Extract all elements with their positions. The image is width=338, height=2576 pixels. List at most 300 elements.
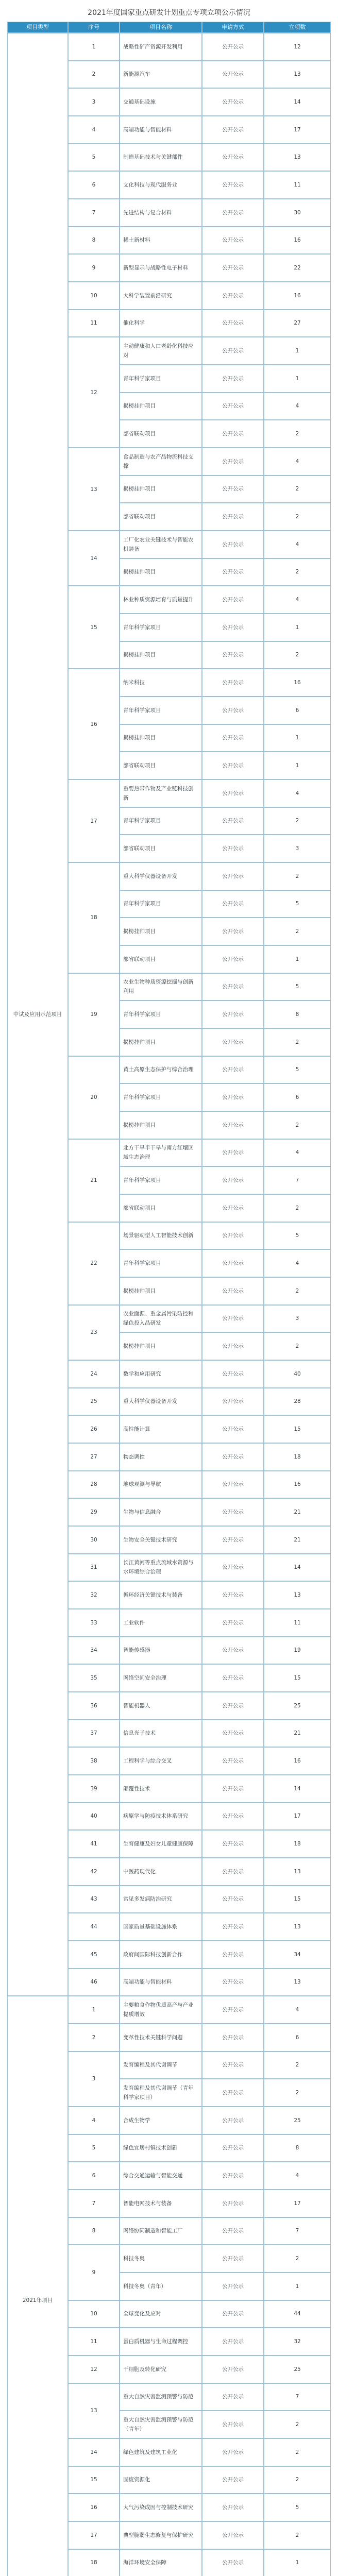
- project-count: 21: [264, 1498, 331, 1526]
- project-count: 18: [264, 1443, 331, 1471]
- apply-mode: 公开公示: [202, 503, 264, 531]
- row-number: 7: [68, 199, 120, 227]
- apply-mode: 公开公示: [202, 1360, 264, 1388]
- project-count: 16: [264, 227, 331, 255]
- apply-mode: 公开公示: [202, 199, 264, 227]
- project-count: 1: [264, 945, 331, 973]
- apply-mode: 公开公示: [202, 614, 264, 641]
- apply-mode: 公开公示: [202, 476, 264, 503]
- row-number: 29: [68, 1498, 120, 1526]
- row-number: 9: [68, 2245, 120, 2300]
- apply-mode: 公开公示: [202, 2521, 264, 2549]
- row-number: 11: [68, 310, 120, 337]
- row-number: 4: [68, 116, 120, 144]
- row-number: 25: [68, 1388, 120, 1416]
- apply-mode: 公开公示: [202, 1664, 264, 1692]
- project-count: 13: [264, 61, 331, 89]
- row-number: 35: [68, 1664, 120, 1692]
- project-count: 25: [264, 2355, 331, 2383]
- project-name: 固废资源化: [120, 2466, 202, 2494]
- project-count: 4: [264, 779, 331, 807]
- project-name: 制造基础技术与关键部件: [120, 144, 202, 172]
- project-count: 2: [264, 641, 331, 669]
- project-count: 1: [264, 337, 331, 365]
- project-count: 2: [264, 2245, 331, 2273]
- project-name: 战略性矿产资源开发利用: [120, 33, 202, 61]
- apply-mode: 公开公示: [202, 2052, 264, 2079]
- apply-mode: 公开公示: [202, 420, 264, 448]
- project-count: 4: [264, 531, 331, 558]
- row-number: 23: [68, 1305, 120, 1360]
- project-count: 2: [264, 503, 331, 531]
- project-name: 青年科学家项目: [120, 1166, 202, 1194]
- row-number: 37: [68, 1720, 120, 1748]
- row-number: 20: [68, 1056, 120, 1139]
- row-number: 15: [68, 586, 120, 669]
- row-number: 40: [68, 1803, 120, 1831]
- apply-mode: 公开公示: [202, 1166, 264, 1194]
- row-number: 16: [68, 2494, 120, 2521]
- apply-mode: 公开公示: [202, 448, 264, 476]
- project-count: 13: [264, 1969, 331, 1996]
- project-count: 6: [264, 2024, 331, 2052]
- project-count: 8: [264, 2134, 331, 2162]
- project-count: 40: [264, 1360, 331, 1388]
- project-name: 智能电网技术与装备: [120, 2190, 202, 2217]
- apply-mode: 公开公示: [202, 2217, 264, 2245]
- row-number: 21: [68, 1139, 120, 1222]
- project-name: 部省联动项目: [120, 835, 202, 862]
- project-name: 青年科学家项目: [120, 1083, 202, 1111]
- project-count: 2: [264, 1332, 331, 1360]
- project-name: 合成生物学: [120, 2107, 202, 2134]
- project-name: 高性能计算: [120, 1415, 202, 1443]
- project-name: 揭榜挂帅项目: [120, 476, 202, 503]
- project-count: 2: [264, 1111, 331, 1139]
- row-number: 33: [68, 1609, 120, 1637]
- row-number: 1: [68, 33, 120, 61]
- project-count: 15: [264, 1664, 331, 1692]
- project-count: 5: [264, 2494, 331, 2521]
- apply-mode: 公开公示: [202, 1969, 264, 1996]
- apply-mode: 公开公示: [202, 2190, 264, 2217]
- project-name: 揭榜挂帅项目: [120, 1332, 202, 1360]
- row-number: 9: [68, 254, 120, 282]
- row-number: 12: [68, 2355, 120, 2383]
- row-number: 46: [68, 1969, 120, 1996]
- project-name: 大气污染成因与控制技术研究: [120, 2494, 202, 2521]
- project-name: 海洋环境安全保障: [120, 2549, 202, 2576]
- project-name: 综合交通运输与智能交通: [120, 2162, 202, 2190]
- apply-mode: 公开公示: [202, 2107, 264, 2134]
- apply-mode: 公开公示: [202, 586, 264, 614]
- project-name: 新能源汽车: [120, 61, 202, 89]
- project-name: 揭榜挂帅项目: [120, 641, 202, 669]
- project-count: 6: [264, 1083, 331, 1111]
- project-count: 4: [264, 1996, 331, 2024]
- project-count: 25: [264, 2107, 331, 2134]
- project-name: 青年科学家项目: [120, 890, 202, 918]
- project-name: 部省联动项目: [120, 945, 202, 973]
- page-title: 2021年度国家重点研发计划重点专项立项公示情况: [88, 9, 250, 17]
- row-number: 5: [68, 144, 120, 172]
- row-number: 24: [68, 1360, 120, 1388]
- row-number: 11: [68, 2328, 120, 2355]
- apply-mode: 公开公示: [202, 1858, 264, 1886]
- project-count: 16: [264, 282, 331, 310]
- project-name: 重大科学仪器设备开发: [120, 1388, 202, 1416]
- apply-mode: 公开公示: [202, 862, 264, 890]
- project-name: 揭榜挂帅项目: [120, 393, 202, 420]
- project-count: 11: [264, 1609, 331, 1637]
- project-name: 生育健康及妇女儿童健康保障: [120, 1830, 202, 1858]
- project-count: 44: [264, 2300, 331, 2328]
- project-count: 13: [264, 144, 331, 172]
- project-count: 2: [264, 1277, 331, 1305]
- project-count: 21: [264, 1526, 331, 1554]
- apply-mode: 公开公示: [202, 171, 264, 199]
- project-count: 34: [264, 1941, 331, 1969]
- project-count: 1: [264, 365, 331, 393]
- apply-mode: 公开公示: [202, 282, 264, 310]
- apply-mode: 公开公示: [202, 641, 264, 669]
- apply-mode: 公开公示: [202, 1083, 264, 1111]
- project-name: 食品制造与农产品物流科技支撑: [120, 448, 202, 476]
- project-count: 21: [264, 1720, 331, 1748]
- row-number: 18: [68, 2549, 120, 2576]
- project-count: 15: [264, 1415, 331, 1443]
- project-name: 循环经济关键技术与装备: [120, 1581, 202, 1609]
- apply-mode: 公开公示: [202, 531, 264, 558]
- apply-mode: 公开公示: [202, 558, 264, 586]
- apply-mode: 公开公示: [202, 1139, 264, 1167]
- row-number: 38: [68, 1747, 120, 1775]
- row-number: 5: [68, 2134, 120, 2162]
- project-name: 交通基础设施: [120, 88, 202, 116]
- apply-mode: 公开公示: [202, 807, 264, 835]
- project-count: 14: [264, 1775, 331, 1803]
- project-name: 催化科学: [120, 310, 202, 337]
- project-count: 16: [264, 669, 331, 697]
- project-count: 2: [264, 1194, 331, 1222]
- project-name: 网络协同制造和智能工厂: [120, 2217, 202, 2245]
- project-name: 长江黄河等重点流域水资源与水环境综合治理: [120, 1554, 202, 1582]
- project-name: 揭榜挂帅项目: [120, 1277, 202, 1305]
- apply-mode: 公开公示: [202, 669, 264, 697]
- row-number: 19: [68, 973, 120, 1056]
- project-name: 物态调控: [120, 1443, 202, 1471]
- project-count: 5: [264, 890, 331, 918]
- project-count: 5: [264, 973, 331, 1001]
- project-count: 1: [264, 724, 331, 752]
- project-count: 1: [264, 2549, 331, 2576]
- project-name: 场景驱动型人工智能技术创新: [120, 1222, 202, 1250]
- row-number: 7: [68, 2190, 120, 2217]
- project-name: 新型显示与战略性电子材料: [120, 254, 202, 282]
- project-name: 地球观测与导航: [120, 1471, 202, 1499]
- apply-mode: 公开公示: [202, 1249, 264, 1277]
- group-label: 中试及应用示范项目: [7, 33, 68, 1996]
- apply-mode: 公开公示: [202, 1526, 264, 1554]
- project-count: 3: [264, 1305, 331, 1333]
- apply-mode: 公开公示: [202, 918, 264, 945]
- project-name: 全球变化及应对: [120, 2300, 202, 2328]
- project-name: 国家质量基础设施体系: [120, 1913, 202, 1941]
- project-name: 黄土高原生态保护与综合治理: [120, 1056, 202, 1084]
- project-count: 2: [264, 862, 331, 890]
- project-count: 2: [264, 476, 331, 503]
- apply-mode: 公开公示: [202, 1111, 264, 1139]
- project-count: 2: [264, 2521, 331, 2549]
- project-count: 17: [264, 2190, 331, 2217]
- project-name: 信息光子技术: [120, 1720, 202, 1748]
- project-name: 纳米科技: [120, 669, 202, 697]
- project-name: 揭榜挂帅项目: [120, 918, 202, 945]
- apply-mode: 公开公示: [202, 1415, 264, 1443]
- apply-mode: 公开公示: [202, 1001, 264, 1028]
- project-count: 4: [264, 1139, 331, 1167]
- project-count: 17: [264, 116, 331, 144]
- project-name: 中医药现代化: [120, 1858, 202, 1886]
- apply-mode: 公开公示: [202, 2300, 264, 2328]
- project-name: 绿色建筑及建筑工业化: [120, 2438, 202, 2466]
- project-name: 青年科学家项目: [120, 807, 202, 835]
- row-number: 17: [68, 2521, 120, 2549]
- apply-mode: 公开公示: [202, 1747, 264, 1775]
- project-count: 14: [264, 88, 331, 116]
- project-name: 青年科学家项目: [120, 365, 202, 393]
- row-number: 45: [68, 1941, 120, 1969]
- project-name: 主动健康和人口老龄化科技应对: [120, 337, 202, 365]
- apply-mode: 公开公示: [202, 2466, 264, 2494]
- group-label: 2021年项目: [7, 1996, 68, 2576]
- apply-mode: 公开公示: [202, 1277, 264, 1305]
- apply-mode: 公开公示: [202, 2549, 264, 2576]
- apply-mode: 公开公示: [202, 227, 264, 255]
- project-count: 6: [264, 697, 331, 724]
- project-count: 28: [264, 1388, 331, 1416]
- apply-mode: 公开公示: [202, 1830, 264, 1858]
- apply-mode: 公开公示: [202, 88, 264, 116]
- apply-mode: 公开公示: [202, 779, 264, 807]
- column-header: 项目类型: [7, 22, 68, 33]
- project-count: 2: [264, 2466, 331, 2494]
- project-name: 稀土新材料: [120, 227, 202, 255]
- apply-mode: 公开公示: [202, 1996, 264, 2024]
- project-count: 2: [264, 807, 331, 835]
- row-number: 28: [68, 1471, 120, 1499]
- project-name: 变革性技术关键科学问题: [120, 2024, 202, 2052]
- project-count: 11: [264, 171, 331, 199]
- project-name: 工业软件: [120, 1609, 202, 1637]
- apply-mode: 公开公示: [202, 1941, 264, 1969]
- project-count: 22: [264, 254, 331, 282]
- row-number: 43: [68, 1886, 120, 1913]
- row-number: 14: [68, 2438, 120, 2466]
- project-count: 19: [264, 1637, 331, 1665]
- project-name: 揭榜挂帅项目: [120, 558, 202, 586]
- project-name: 揭榜挂帅项目: [120, 1028, 202, 1056]
- row-number: 6: [68, 2162, 120, 2190]
- project-name: 颠覆性技术: [120, 1775, 202, 1803]
- apply-mode: 公开公示: [202, 61, 264, 89]
- apply-mode: 公开公示: [202, 254, 264, 282]
- row-number: 2: [68, 2024, 120, 2052]
- apply-mode: 公开公示: [202, 1332, 264, 1360]
- row-number: 1: [68, 1996, 120, 2024]
- project-count: 2: [264, 2079, 331, 2107]
- apply-mode: 公开公示: [202, 1554, 264, 1582]
- project-count: 18: [264, 1830, 331, 1858]
- project-name: 部省联动项目: [120, 503, 202, 531]
- row-number: 18: [68, 862, 120, 973]
- project-name: 重要热带作物及产业链科技创新: [120, 779, 202, 807]
- apply-mode: 公开公示: [202, 1028, 264, 1056]
- project-name: 农业面源、重金属污染防控和绿色投入品研发: [120, 1305, 202, 1333]
- apply-mode: 公开公示: [202, 1637, 264, 1665]
- project-name: 智能机器人: [120, 1692, 202, 1720]
- project-count: 1: [264, 614, 331, 641]
- apply-mode: 公开公示: [202, 1388, 264, 1416]
- apply-mode: 公开公示: [202, 1581, 264, 1609]
- apply-mode: 公开公示: [202, 1056, 264, 1084]
- project-count: 4: [264, 393, 331, 420]
- project-name: 蛋白质机器与生命过程调控: [120, 2328, 202, 2355]
- project-count: 16: [264, 1747, 331, 1775]
- apply-mode: 公开公示: [202, 1913, 264, 1941]
- project-name: 网络空间安全治理: [120, 1664, 202, 1692]
- project-name: 数学和应用研究: [120, 1360, 202, 1388]
- project-name: 揭榜挂帅项目: [120, 724, 202, 752]
- project-name: 大科学装置前沿研究: [120, 282, 202, 310]
- project-name: 政府间国际科技创新合作: [120, 1941, 202, 1969]
- apply-mode: 公开公示: [202, 2134, 264, 2162]
- project-table: [7, 22, 331, 2576]
- project-count: 32: [264, 2328, 331, 2355]
- row-number: 26: [68, 1415, 120, 1443]
- project-name: 发育编程及其代谢调节（青年科学家项目）: [120, 2079, 202, 2107]
- project-count: 2: [264, 1028, 331, 1056]
- project-count: 16: [264, 1471, 331, 1499]
- project-name: 干细胞及转化研究: [120, 2355, 202, 2383]
- project-name: 高端功能与智能材料: [120, 116, 202, 144]
- project-name: 生物安全关键技术研究: [120, 1526, 202, 1554]
- project-name: 生物与信息融合: [120, 1498, 202, 1526]
- project-count: 13: [264, 1581, 331, 1609]
- apply-mode: 公开公示: [202, 1305, 264, 1333]
- project-name: 工厂化农业关键技术与智能农机装备: [120, 531, 202, 558]
- project-name: 部省联动项目: [120, 752, 202, 779]
- apply-mode: 公开公示: [202, 2273, 264, 2300]
- project-name: 北方干旱半干旱与南方红壤区域生态治理: [120, 1139, 202, 1167]
- project-name: 重大自然灾害监测预警与防范: [120, 2383, 202, 2411]
- apply-mode: 公开公示: [202, 1194, 264, 1222]
- project-count: 14: [264, 1554, 331, 1582]
- row-number: 3: [68, 2052, 120, 2107]
- apply-mode: 公开公示: [202, 835, 264, 862]
- project-count: 27: [264, 310, 331, 337]
- project-name: 典型脆弱生态修复与保护研究: [120, 2521, 202, 2549]
- project-count: 7: [264, 1166, 331, 1194]
- row-number: 27: [68, 1443, 120, 1471]
- apply-mode: 公开公示: [202, 1498, 264, 1526]
- column-header: 序号: [68, 22, 120, 33]
- apply-mode: 公开公示: [202, 2494, 264, 2521]
- apply-mode: 公开公示: [202, 1471, 264, 1499]
- apply-mode: 公开公示: [202, 1222, 264, 1250]
- row-number: 14: [68, 531, 120, 586]
- project-name: 青年科学家项目: [120, 1249, 202, 1277]
- project-count: 8: [264, 1001, 331, 1028]
- apply-mode: 公开公示: [202, 2438, 264, 2466]
- apply-mode: 公开公示: [202, 1720, 264, 1748]
- project-name: 智能传感器: [120, 1637, 202, 1665]
- apply-mode: 公开公示: [202, 2079, 264, 2107]
- project-count: 1: [264, 752, 331, 779]
- project-count: 2: [264, 2438, 331, 2466]
- row-number: 13: [68, 448, 120, 531]
- apply-mode: 公开公示: [202, 1692, 264, 1720]
- project-name: 青年科学家项目: [120, 1001, 202, 1028]
- project-count: 5: [264, 1222, 331, 1250]
- project-count: 4: [264, 1249, 331, 1277]
- project-count: 30: [264, 199, 331, 227]
- row-number: 30: [68, 1526, 120, 1554]
- project-name: 重大科学仪器设备开发: [120, 862, 202, 890]
- row-number: 8: [68, 2217, 120, 2245]
- project-count: 2: [264, 420, 331, 448]
- row-number: 16: [68, 669, 120, 779]
- project-name: 科技冬奥（青年）: [120, 2273, 202, 2300]
- project-count: 2: [264, 2052, 331, 2079]
- project-name: 科技冬奥: [120, 2245, 202, 2273]
- apply-mode: 公开公示: [202, 973, 264, 1001]
- project-name: 揭榜挂帅项目: [120, 1111, 202, 1139]
- apply-mode: 公开公示: [202, 2162, 264, 2190]
- project-name: 工程科学与综合交叉: [120, 1747, 202, 1775]
- row-number: 2: [68, 61, 120, 89]
- project-count: 25: [264, 1692, 331, 1720]
- project-name: 病原学与防疫技术体系研究: [120, 1803, 202, 1831]
- apply-mode: 公开公示: [202, 1886, 264, 1913]
- row-number: 6: [68, 171, 120, 199]
- project-name: 重大自然灾害监测预警与防范（青年）: [120, 2411, 202, 2438]
- row-number: 15: [68, 2466, 120, 2494]
- apply-mode: 公开公示: [202, 1443, 264, 1471]
- row-number: 44: [68, 1913, 120, 1941]
- row-number: 3: [68, 88, 120, 116]
- project-count: 7: [264, 2217, 331, 2245]
- project-name: 发育编程及其代谢调节: [120, 2052, 202, 2079]
- project-count: 13: [264, 1858, 331, 1886]
- project-count: 4: [264, 2162, 331, 2190]
- row-number: 39: [68, 1775, 120, 1803]
- apply-mode: 公开公示: [202, 752, 264, 779]
- apply-mode: 公开公示: [202, 2355, 264, 2383]
- row-number: 13: [68, 2383, 120, 2438]
- column-header: 立项数: [264, 22, 331, 33]
- apply-mode: 公开公示: [202, 1609, 264, 1637]
- project-name: 部省联动项目: [120, 420, 202, 448]
- row-number: 10: [68, 2300, 120, 2328]
- apply-mode: 公开公示: [202, 310, 264, 337]
- apply-mode: 公开公示: [202, 724, 264, 752]
- apply-mode: 公开公示: [202, 697, 264, 724]
- project-name: 常见多发病防治研究: [120, 1886, 202, 1913]
- row-number: 12: [68, 337, 120, 448]
- apply-mode: 公开公示: [202, 1775, 264, 1803]
- apply-mode: 公开公示: [202, 2411, 264, 2438]
